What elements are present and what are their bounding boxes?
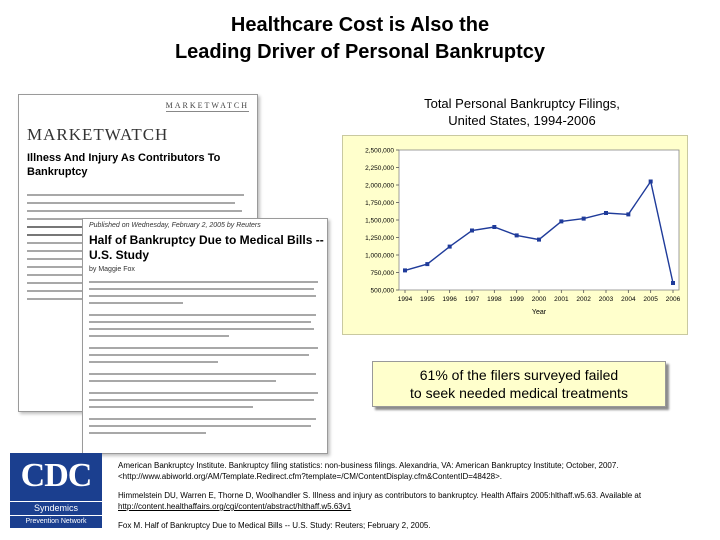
data-point xyxy=(537,238,541,242)
data-point xyxy=(604,211,608,215)
cdc-logo-text: CDC xyxy=(20,457,92,494)
prevention-network-label: Prevention Network xyxy=(10,515,102,528)
callout-box xyxy=(372,361,666,407)
y-tick-label: 1,500,000 xyxy=(365,217,394,225)
callout-line-1: 61% of the filers surveyed failed xyxy=(419,367,619,383)
references xyxy=(118,460,714,539)
article2-published-line: Published on Wednesday, February 2, 2005 by Reuters xyxy=(89,222,261,229)
x-tick-label: 1998 xyxy=(487,296,502,303)
x-tick-label: 2002 xyxy=(576,296,591,303)
data-point xyxy=(470,229,474,233)
reference-2-text: Himmelstein DU, Warren E, Thorne D, Woolhandler S. Illness and injury as contributors to bankruptcy. Health Affairs 2005:hlthaff.w5.63. Available at xyxy=(118,491,642,500)
slide-title xyxy=(0,12,720,66)
data-point xyxy=(671,281,675,285)
x-tick-label: 1997 xyxy=(464,296,480,303)
y-tick-label: 500,000 xyxy=(370,287,394,295)
x-tick-label: 2006 xyxy=(665,296,681,303)
callout-line-2: to seek needed medical treatments xyxy=(410,385,628,401)
data-point xyxy=(559,219,563,223)
chart-title xyxy=(354,95,690,129)
data-point xyxy=(515,233,519,237)
x-tick-label: 1994 xyxy=(397,296,413,303)
y-tick-label: 1,250,000 xyxy=(365,235,394,242)
x-tick-label: 2004 xyxy=(621,296,636,303)
bankruptcy-line-chart-svg xyxy=(343,136,689,336)
data-point xyxy=(492,225,496,229)
x-tick-label: 1996 xyxy=(442,296,457,303)
data-point xyxy=(448,245,452,249)
cdc-syndemics-logo xyxy=(10,453,102,529)
reference-2 xyxy=(118,490,714,512)
syndemics-label: Syndemics xyxy=(10,501,102,515)
plot-area xyxy=(399,150,679,290)
reference-1: American Bankruptcy Institute. Bankruptcy filing statistics: non-business filings. Alexandria, VA: American Bankruptcy Institute; October, 2007. <http://www.abiworld.org/AM/Template.Redirect.cfm?template=/CM/ContentDisplay.cfm&ContentID=48428>. xyxy=(118,461,619,481)
y-tick-label: 2,000,000 xyxy=(365,182,394,190)
data-point xyxy=(582,217,586,221)
reuters-article-clipping xyxy=(82,218,328,454)
bankruptcy-filings-chart xyxy=(342,135,688,335)
y-tick-label: 2,250,000 xyxy=(365,165,394,172)
article2-byline: by Maggie Fox xyxy=(89,266,135,273)
data-point xyxy=(425,262,429,266)
slide-title-line-1: Healthcare Cost is Also the xyxy=(230,14,490,36)
x-tick-label: 1995 xyxy=(420,296,435,303)
article1-headline: Illness And Injury As Contributors To Bankruptcy xyxy=(27,152,221,178)
reference-3: Fox M. Half of Bankruptcy Due to Medical Bills -- U.S. Study: Reuters; February 2, 2005. xyxy=(118,521,431,530)
y-tick-label: 2,500,000 xyxy=(365,147,394,155)
x-tick-label: 2000 xyxy=(531,296,547,303)
article2-body-text xyxy=(89,281,323,439)
marketwatch-logo: MARKETWATCH xyxy=(27,125,169,144)
marketwatch-masthead-small: MARKETWATCH xyxy=(165,101,249,110)
chart-title-line-1: Total Personal Bankruptcy Filings, xyxy=(424,96,620,111)
x-tick-label: 2001 xyxy=(554,296,569,303)
x-tick-label: 2005 xyxy=(643,296,658,303)
data-point xyxy=(649,180,653,184)
y-tick-label: 1,000,000 xyxy=(365,252,394,260)
article2-headline: Half of Bankruptcy Due to Medical Bills -- U.S. Study xyxy=(89,233,324,262)
cdc-logo-box xyxy=(10,453,102,501)
y-tick-label: 1,750,000 xyxy=(365,200,394,207)
chart-title-line-2: United States, 1994-2006 xyxy=(448,113,596,128)
x-tick-label: 1999 xyxy=(509,296,524,303)
x-tick-label: 2003 xyxy=(598,296,614,303)
slide-title-line-2: Leading Driver of Personal Bankruptcy xyxy=(174,41,546,63)
data-point xyxy=(626,212,630,216)
reference-2-link[interactable]: http://content.healthaffairs.org/cgi/content/abstract/hlthaff.w5.63v1 xyxy=(118,502,352,511)
x-axis-label: Year xyxy=(531,309,547,316)
y-tick-label: 750,000 xyxy=(370,270,394,277)
data-point xyxy=(403,268,407,272)
